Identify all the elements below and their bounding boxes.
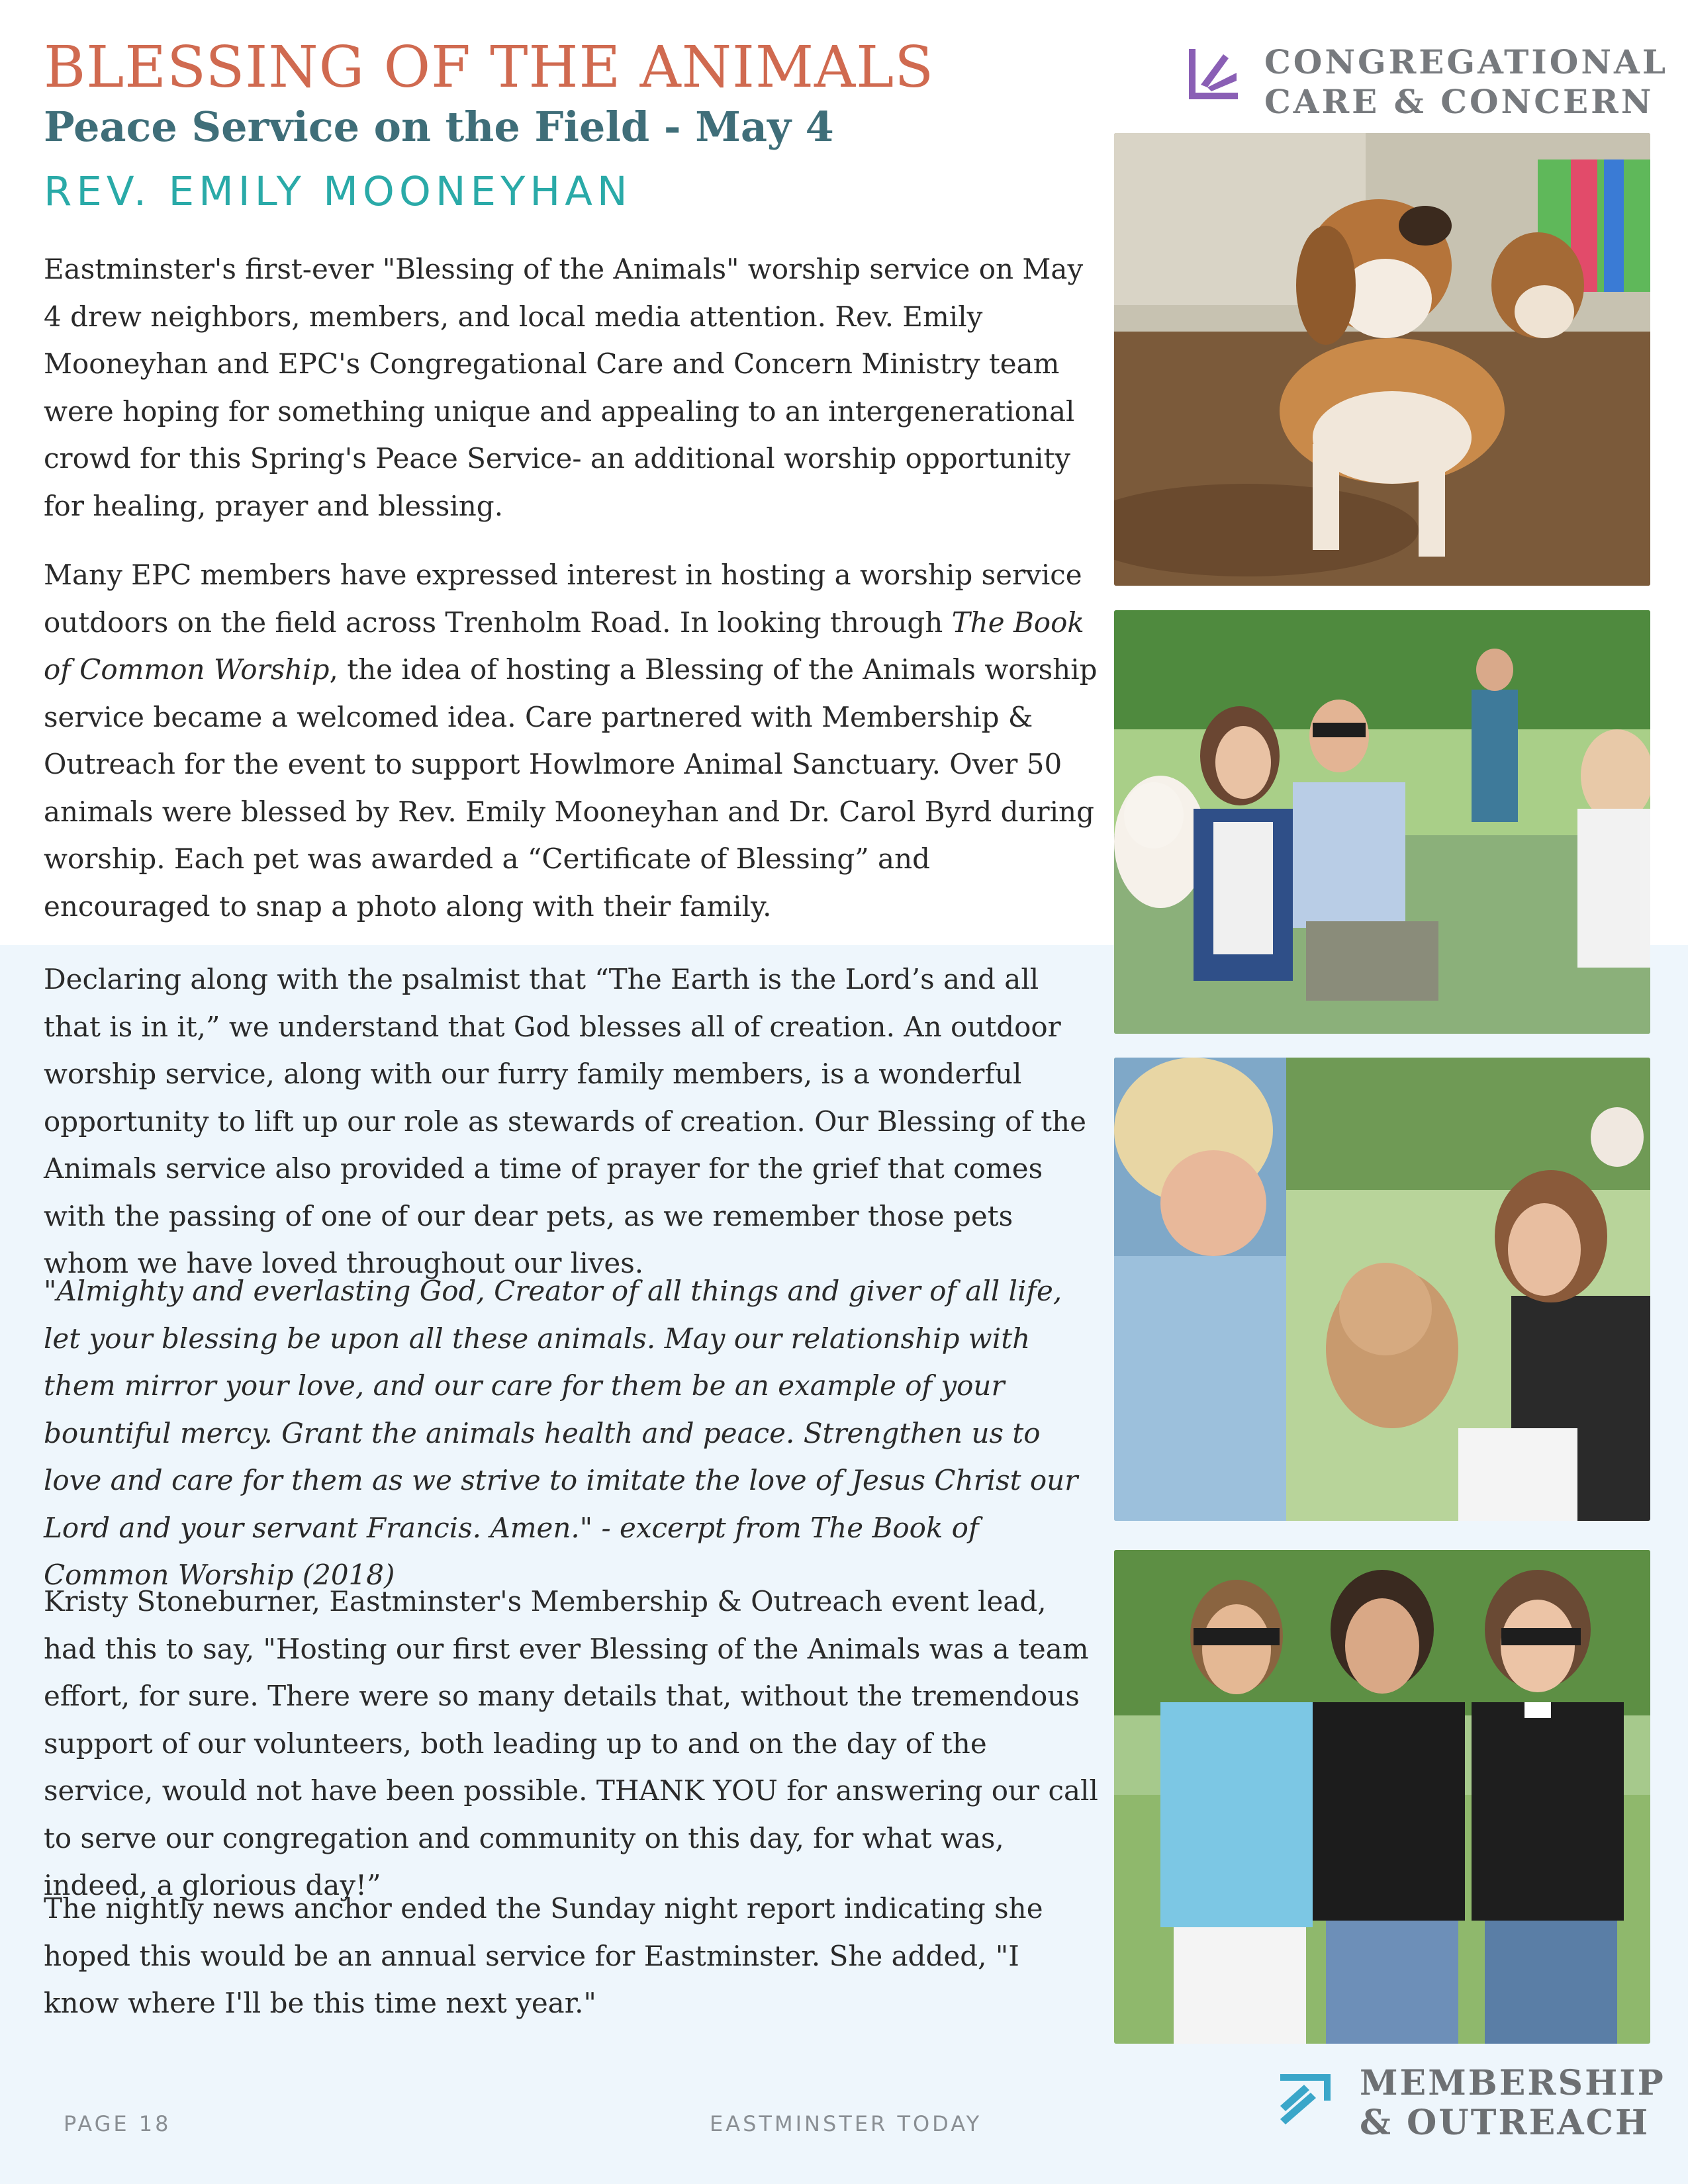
photo-three-volunteers: [1114, 1550, 1650, 2044]
article-paragraph-6: The nightly news anchor ended the Sunday night report indicating she hoped this would be an annual service for Eastminster. She added, "I know where I'll be this time next year.": [44, 1892, 1043, 2019]
article-paragraph-1: Eastminster's first-ever "Blessing of the Animals" worship service on May 4 drew neighbors, members, and local media attention. Rev. Emily Mooneyhan and EPC's Congregational Care and Concern Ministry team were hoping for something unique and appealing to an intergenerational crowd for this Spring's Peace Service- an additional worship opportunity for healing, prayer and blessing.: [44, 253, 1084, 522]
photo-couple-with-puppy: [1114, 610, 1650, 1034]
photo-beagle: [1114, 133, 1650, 586]
membership-outreach-logo: [1278, 2064, 1675, 2150]
page-number: PAGE 18: [64, 2111, 171, 2136]
author-byline: REV. EMILY MOONEYHAN: [44, 168, 632, 215]
article-paragraph-2: [44, 551, 1103, 930]
care-concern-logo-text: [1264, 42, 1668, 122]
logo-line-1: CONGREGATIONAL: [1264, 42, 1668, 81]
article-paragraph-3: Declaring along with the psalmist that “The Earth is the Lord’s and all that is in it,” we understand that God blesses all of creation. An outdoor worship service, along with our furry family members, is a wonderful opportunity to lift up our role as stewards of creation. Our Blessing of the Animals service also provided a time of prayer for the grief that comes with the passing of one of our dear pets, as we remember those pets whom we have loved throughout our lives.: [44, 963, 1086, 1279]
photo-blessing-dog: [1114, 1058, 1650, 1521]
logo-bottom-line-2: & OUTREACH: [1360, 2103, 1650, 2143]
article-paragraph-5: Kristy Stoneburner, Eastminster's Membership & Outreach event lead, had this to say, "Hosting our first ever Blessing of the Animals was a team effort, for sure. There were so many details that, without the tremendous support of our volunteers, both leading up to and on the day of the service, would not have been possible. THANK YOU for answering our call to serve our congregation and community on this day, for what was, indeed, a glorious day!”: [44, 1585, 1098, 1901]
publication-name: EASTMINSTER TODAY: [710, 2111, 982, 2136]
prayer-quote: "Almighty and everlasting God, Creator of all things and giver of all life, let your blessing be upon all these animals. May our relationship with them mirror your love, and our care for them be an example of your bountiful mercy. Grant the animals health and peace. Strengthen us to love and care for them as we strive to imitate the love of Jesus Christ our Lord and your servant Francis. Amen." - excerpt from The Book of Common Worship (2018): [44, 1275, 1078, 1591]
paragraph-2-end: , the idea of hosting a Blessing of the Animals worship service became a welcomed idea. Care partnered with Membership & Outreach for the event to support Howlmore Animal Sanctuary. Over 50 animals were blessed by Rev. Emily Mooneyhan and Dr. Carol Byrd during worship. Each pet was awarded a “Certificate of Blessing” and encouraged to snap a photo along with their family.: [44, 653, 1098, 923]
page-subtitle: Peace Service on the Field - May 4: [44, 103, 834, 151]
book-title: The Book of Common Worship: [44, 606, 1084, 686]
logo-bottom-line-1: MEMBERSHIP: [1360, 2063, 1665, 2103]
paragraph-2-start: Many EPC members have expressed interest in hosting a worship service outdoors on the field across Trenholm Road. In looking through: [44, 559, 1082, 639]
membership-outreach-logo-text: [1360, 2064, 1665, 2143]
care-concern-logo: [1188, 42, 1668, 122]
care-concern-logo-icon: [1188, 46, 1241, 102]
logo-line-2: CARE & CONCERN: [1264, 82, 1654, 121]
membership-outreach-logo-icon: [1278, 2071, 1333, 2127]
page-title: BLESSING OF THE ANIMALS: [44, 34, 935, 101]
